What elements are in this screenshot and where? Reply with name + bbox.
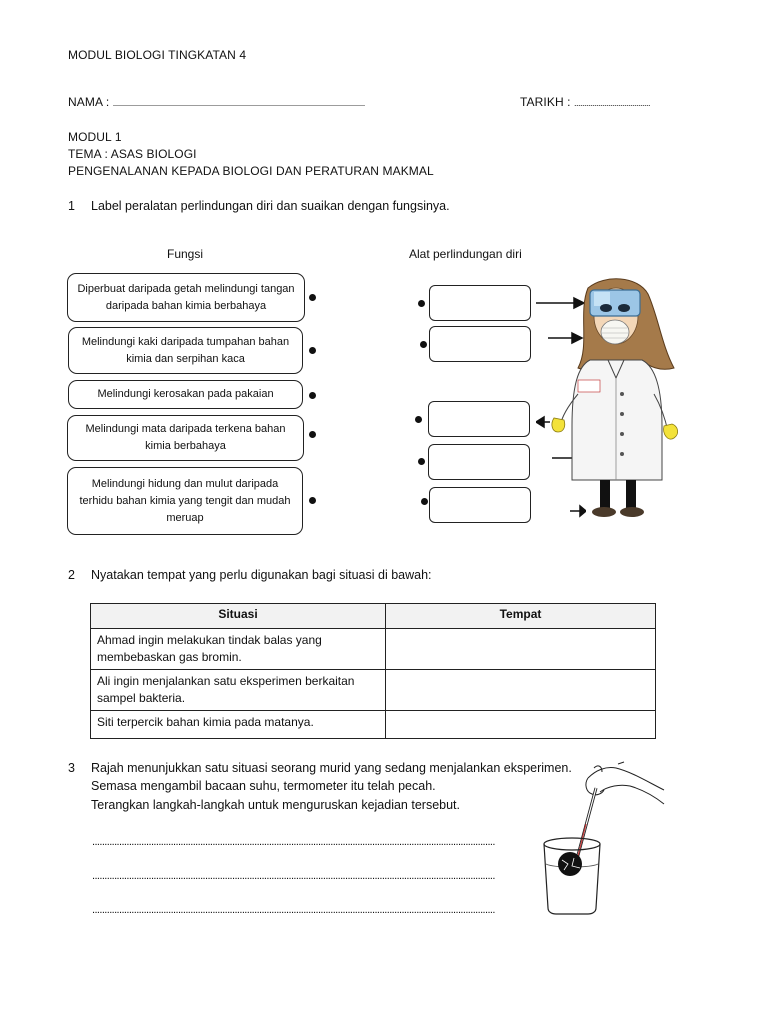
label-box-goggles[interactable] [429, 285, 531, 321]
function-text: Melindungi mata daripada terkena bahan kimia berbahaya [85, 423, 286, 452]
col-tempat: Tempat [386, 604, 656, 629]
match-dot[interactable] [421, 498, 428, 505]
situasi-cell: Ali ingin menjalankan satu eksperimen berkaitan sampel bakteria. [91, 670, 386, 711]
table-header-row [91, 604, 656, 629]
module-title: MODUL BIOLOGI TINGKATAN 4 [68, 48, 247, 62]
situation-table [90, 603, 656, 739]
q2-number: 2 [68, 568, 75, 582]
function-box-mask [67, 467, 303, 535]
q3-line3: Terangkan langkah-langkah untuk menguruskan kejadian tersebut. [91, 798, 460, 812]
q2-text: Nyatakan tempat yang perlu digunakan bagi situasi di bawah: [91, 568, 432, 582]
tempat-cell[interactable] [386, 670, 656, 711]
function-text: Melindungi kerosakan pada pakaian [97, 388, 274, 400]
q1-number: 1 [68, 199, 75, 213]
alat-heading: Alat perlindungan diri [409, 247, 522, 261]
table-row [91, 629, 656, 670]
tempat-cell[interactable] [386, 711, 656, 739]
date-label: TARIKH : [520, 95, 575, 109]
q3-number: 3 [68, 761, 75, 775]
answer-line[interactable]: .................................................................................................................................................................... [92, 870, 495, 882]
match-dot[interactable] [418, 458, 425, 465]
name-field[interactable] [68, 94, 365, 111]
match-dot[interactable] [309, 392, 316, 399]
q3-line2: Semasa mengambil bacaan suhu, termometer itu telah pecah. [91, 779, 436, 793]
function-text: Diperbuat daripada getah melindungi tangan daripada bahan kimia berbahaya [77, 282, 295, 312]
beaker-thermometer-illustration [540, 760, 666, 915]
match-dot[interactable] [309, 347, 316, 354]
match-dot[interactable] [309, 294, 316, 301]
function-box-labcoat [68, 380, 303, 409]
tempat-cell[interactable] [386, 629, 656, 670]
match-dot[interactable] [309, 431, 316, 438]
label-box-labcoat[interactable] [428, 444, 530, 480]
label-box-shoes[interactable] [429, 487, 531, 523]
function-box-shoes [68, 327, 303, 374]
situasi-cell: Ahmad ingin melakukan tindak balas yang membebaskan gas bromin. [91, 629, 386, 670]
table-row [91, 711, 656, 739]
name-dots: .............................................................................................................................. [112, 98, 365, 108]
name-label: NAMA : [68, 95, 113, 109]
match-dot[interactable] [420, 341, 427, 348]
function-text: Melindungi kaki daripada tumpahan bahan kimia dan serpihan kaca [81, 335, 290, 365]
match-dot[interactable] [418, 300, 425, 307]
modul-label: MODUL 1 [68, 130, 122, 144]
label-box-gloves[interactable] [428, 401, 530, 437]
q3-line1: Rajah menunjukkan satu situasi seorang murid yang sedang menjalankan eksperimen. [91, 761, 572, 775]
subtitle: PENGENALANAN KEPADA BIOLOGI DAN PERATURAN MAKMAL [68, 164, 434, 178]
label-box-mask[interactable] [429, 326, 531, 362]
date-field[interactable] [520, 94, 650, 111]
situasi-cell: Siti terpercik bahan kimia pada matanya. [91, 711, 386, 739]
table-row [91, 670, 656, 711]
function-box-gloves [67, 273, 305, 322]
fungsi-heading: Fungsi [167, 247, 204, 261]
match-dot[interactable] [415, 416, 422, 423]
function-text: Melindungi hidung dan mulut daripada terhidu bahan kimia yang tengit dan mudah meruap [79, 477, 291, 524]
match-dot[interactable] [309, 497, 316, 504]
scientist-illustration [550, 276, 680, 520]
function-box-goggles [67, 415, 304, 461]
col-situasi: Situasi [91, 604, 386, 629]
tema-label: TEMA : ASAS BIOLOGI [68, 147, 197, 161]
answer-line[interactable]: .................................................................................................................................................................... [92, 836, 495, 848]
q1-text: Label peralatan perlindungan diri dan suaikan dengan fungsinya. [91, 199, 450, 213]
answer-line[interactable]: .................................................................................................................................................................... [92, 904, 495, 916]
date-dots: ...................................... [574, 98, 651, 108]
